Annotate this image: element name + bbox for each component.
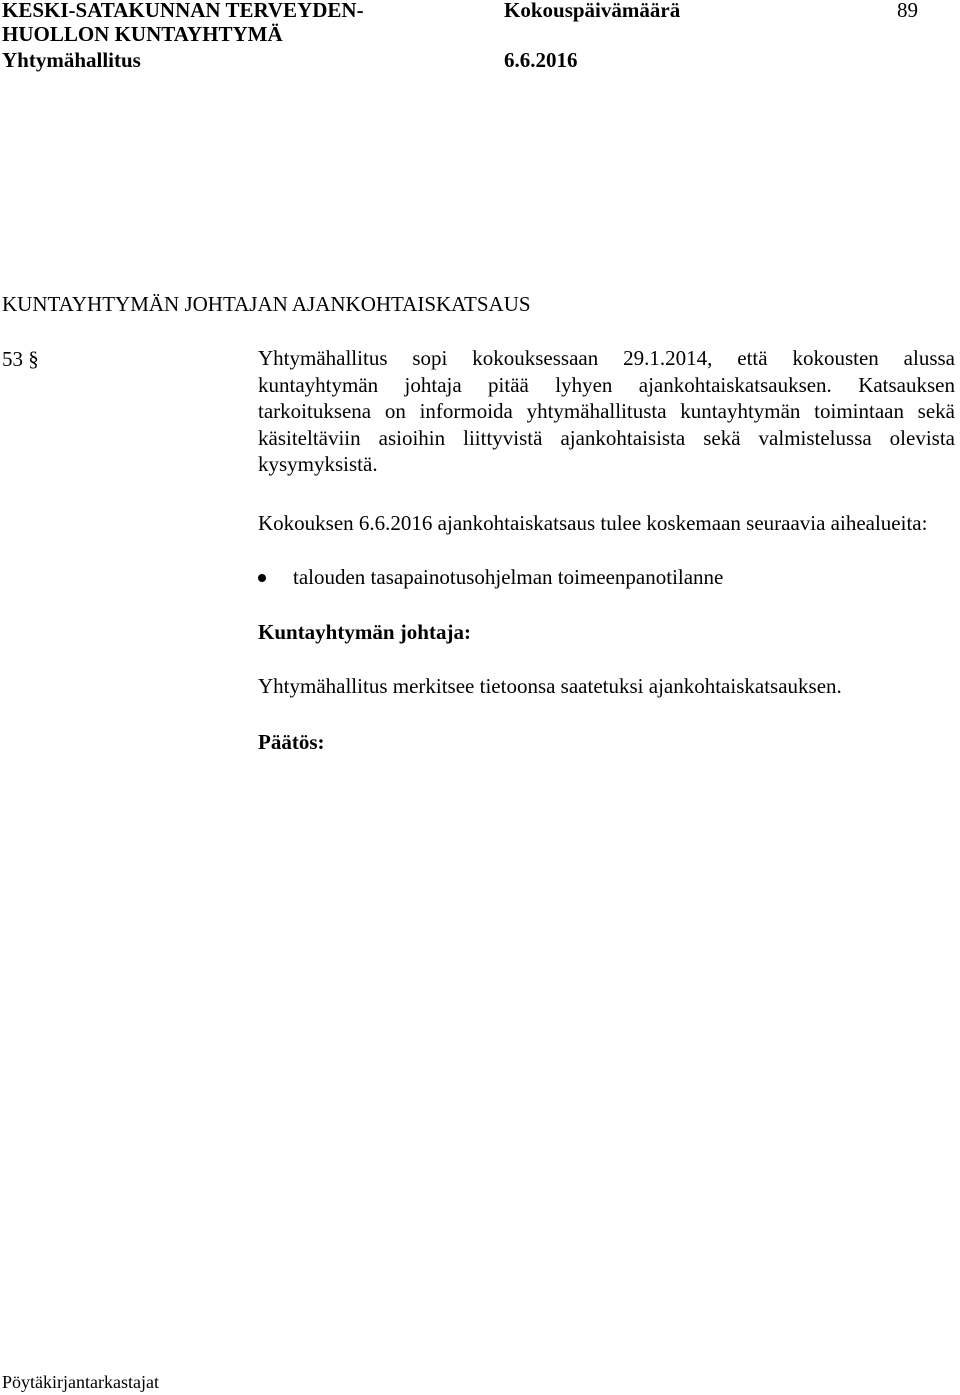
- organization-name-line2: HUOLLON KUNTAYHTYMÄ: [2, 22, 283, 46]
- bullet-icon: [258, 574, 266, 582]
- background-paragraph: Yhtymähallitus sopi kokouksessaan 29.1.2014, että kokousten alussa kuntayhtymän johtaja pitää lyhyen ajankohtaiskatsauksen. Katsauksen tarkoituksena on informoida yhtymähallitusta kuntayhtymän toimintaan sekä käsiteltäviin asioihin liittyvistä ajankohtaisista sekä valmistelussa olevista kysymyksistä.: [258, 346, 955, 476]
- organization-name-line1: KESKI-SATAKUNNAN TERVEYDEN-: [2, 0, 364, 22]
- proposal-label: Kuntayhtymän johtaja:: [258, 620, 471, 644]
- proposal-text: Yhtymähallitus merkitsee tietoonsa saatetuksi ajankohtaiskatsauksen.: [258, 674, 842, 698]
- list-item-text: talouden tasapainotusohjelman toimeenpanotilanne: [293, 565, 724, 589]
- decision-label: Päätös:: [258, 730, 325, 754]
- item-number: 53 §: [2, 347, 39, 371]
- page-number: 89: [897, 0, 918, 22]
- governing-body: Yhtymähallitus: [2, 48, 141, 72]
- minutes-checkers-label: Pöytäkirjantarkastajat: [2, 1372, 159, 1392]
- section-title: KUNTAYHTYMÄN JOHTAJAN AJANKOHTAISKATSAUS: [2, 292, 531, 316]
- meeting-date: 6.6.2016: [504, 48, 578, 72]
- meeting-date-label: Kokouspäivämäärä: [504, 0, 681, 22]
- agenda-paragraph: Kokouksen 6.6.2016 ajankohtaiskatsaus tulee koskemaan seuraavia aihealueita:: [258, 511, 928, 535]
